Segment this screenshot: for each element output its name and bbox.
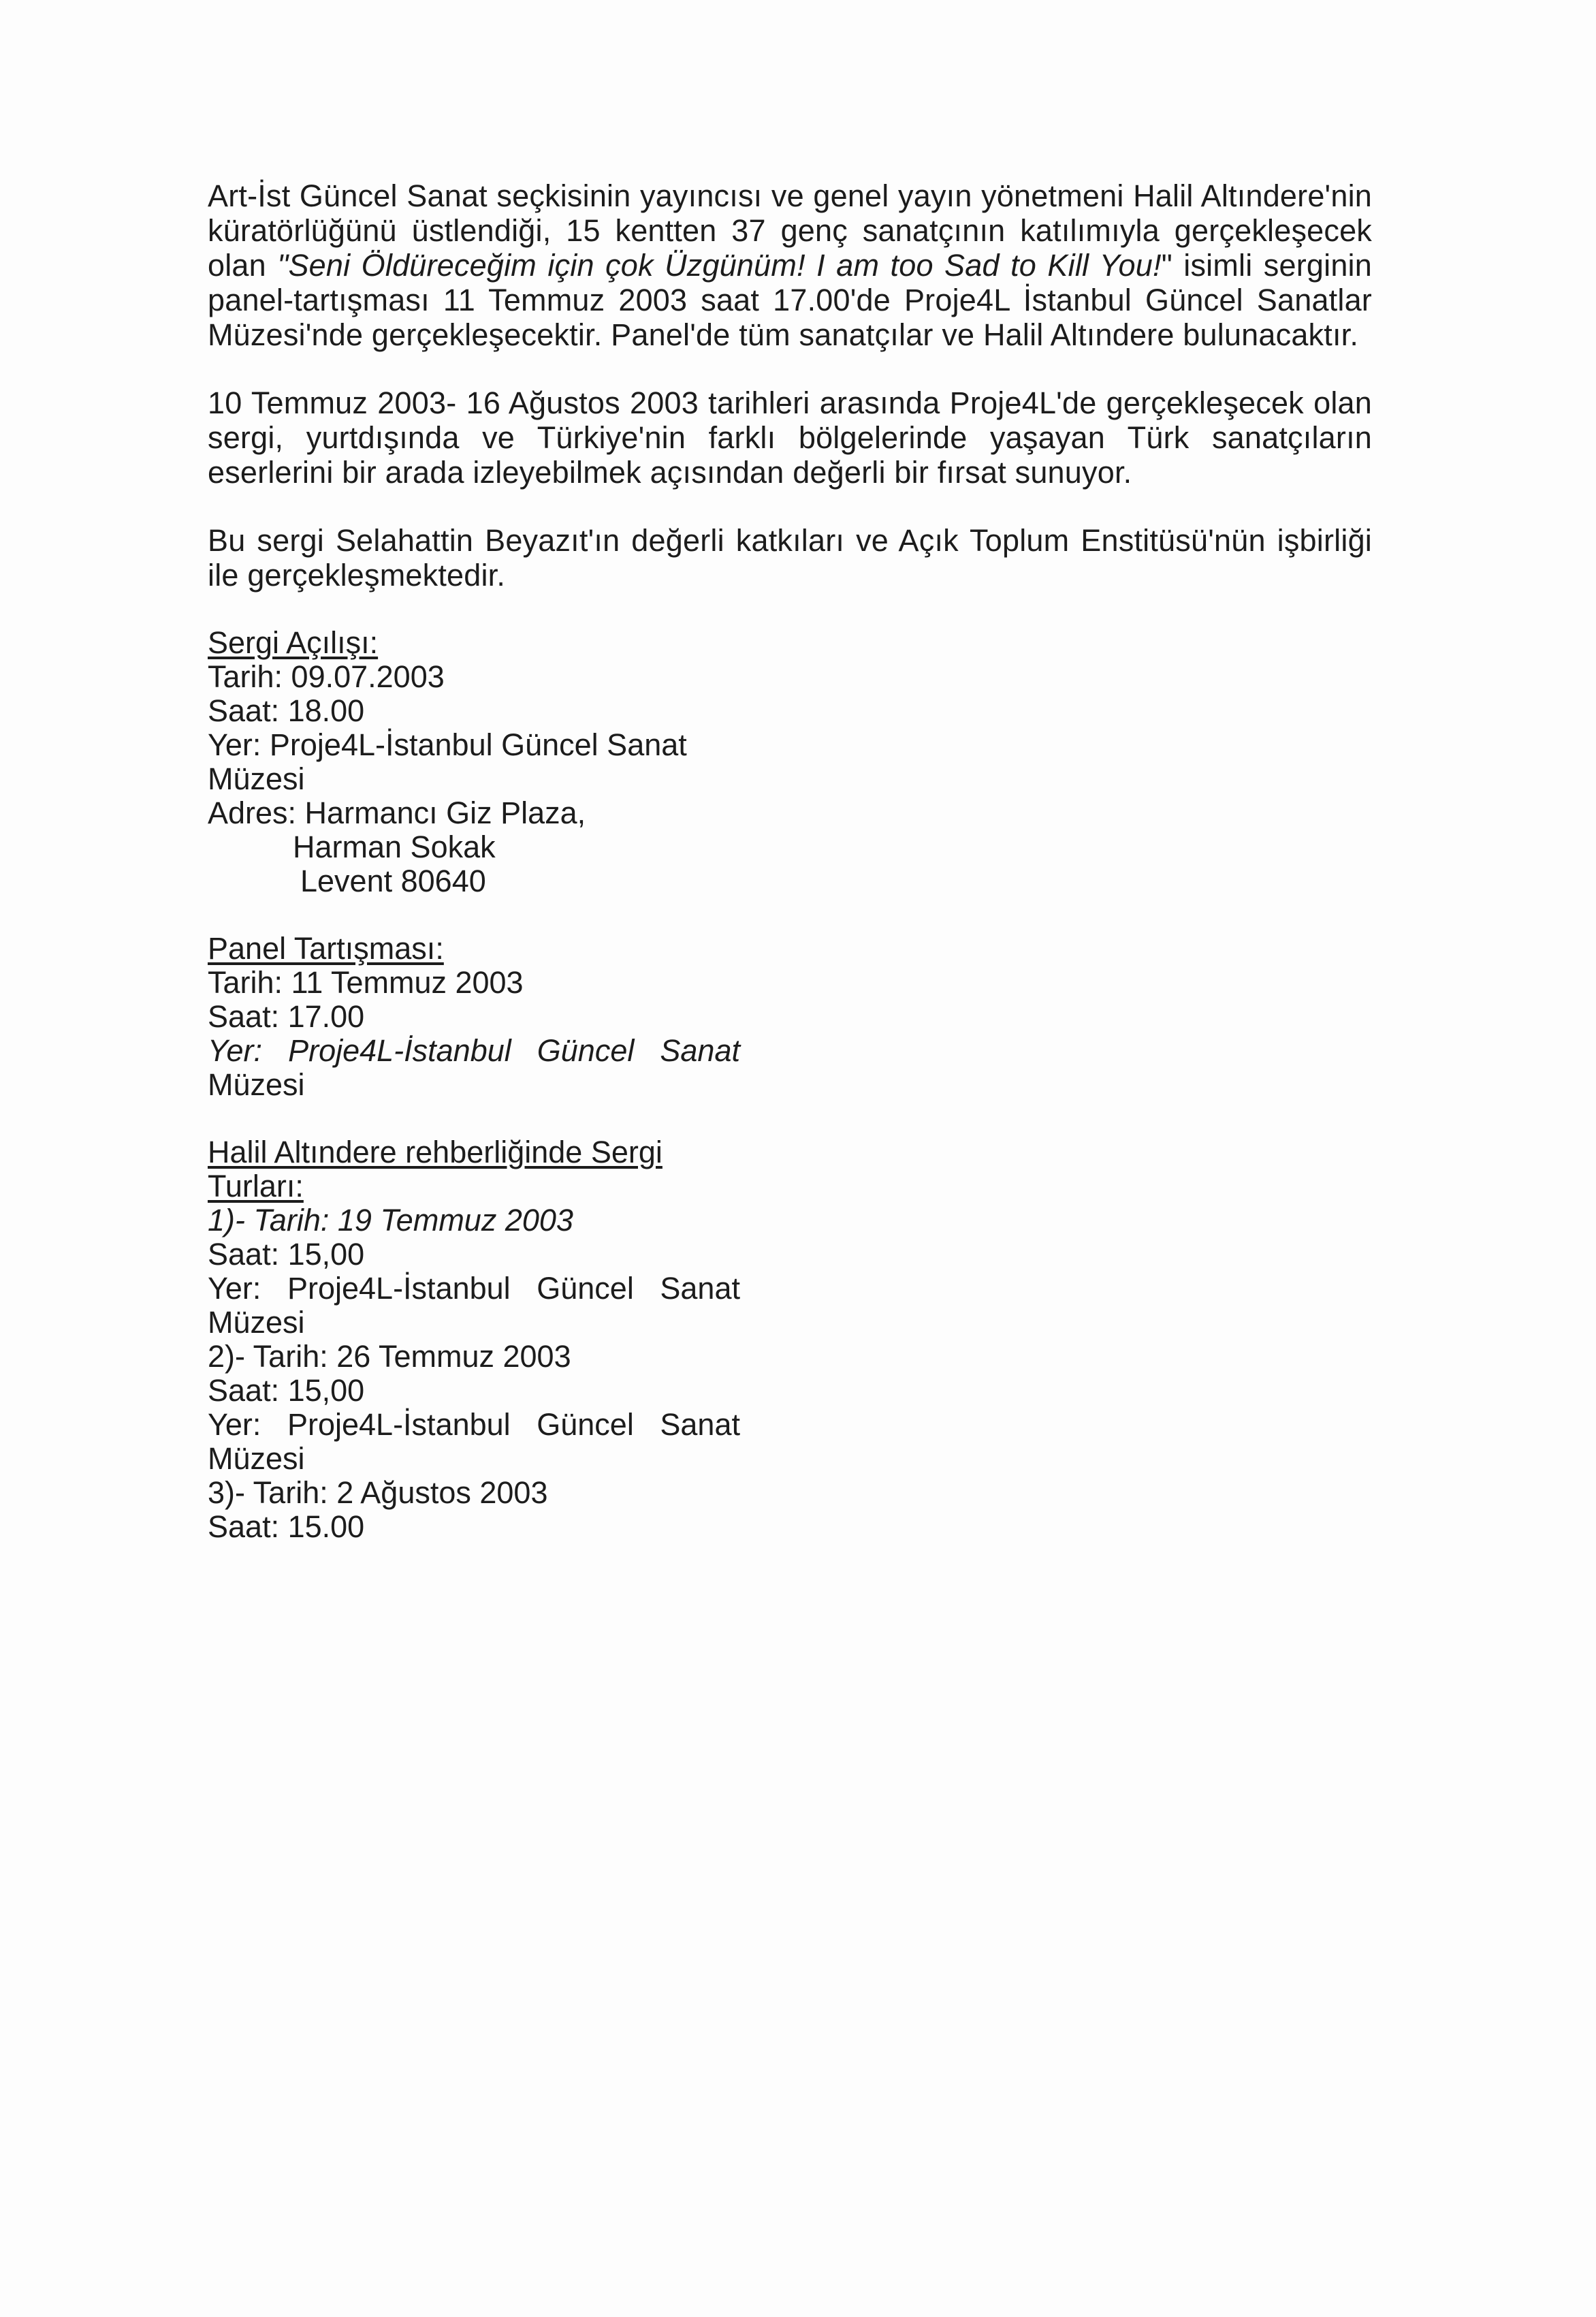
intro-text-part-1: Art-İst Güncel Sanat seçkisinin yayıncısı ve genel yayın yönetmeni Halil Altındere'nin küratörlüğünü üstlendiği, 15 kentten 37 genç sanatçının katılımıyla gerçekleşecek olan <box>208 178 1372 283</box>
tours-heading-cont: Turları: <box>208 1169 304 1203</box>
opening-heading: Sergi Açılışı: <box>208 625 379 660</box>
opening-date: Tarih: 09.07.2003 <box>208 659 445 694</box>
opening-address: Adres: Harmancı Giz Plaza, <box>208 795 586 830</box>
tour-1-place-word-1: Proje4L-İstanbul <box>287 1271 511 1306</box>
tour-1-time: Saat: 15,00 <box>208 1237 365 1272</box>
opening-address-street: Harman Sokak <box>293 830 496 864</box>
intro-text-part-2: " isimli serginin panel-tartışması 11 Temmuz 2003 saat 17.00'de Proje4L İstanbul Güncel Sanatlar Müzesi'nde gerçekleşecektir. Panel'de tüm sanatçılar ve Halil Altındere bulunacaktır. <box>208 248 1372 352</box>
tour-1-place <box>208 1272 740 1306</box>
tour-1-place-word-3: Sanat <box>660 1271 740 1306</box>
opening-time: Saat: 18.00 <box>208 693 365 728</box>
tours-section <box>208 1135 752 1544</box>
sponsors-paragraph: Bu sergi Selahattin Beyazıt'ın değerli katkıları ve Açık Toplum Enstitüsü'nün işbirliği ile gerçekleşmektedir. <box>208 523 1372 593</box>
panel-place-label: Yer: <box>208 1033 263 1068</box>
tour-3-date: 3)- Tarih: 2 Ağustos 2003 <box>208 1475 548 1510</box>
tour-2-place-cont: Müzesi <box>208 1441 305 1476</box>
intro-paragraph <box>208 178 1372 352</box>
panel-place-cont: Müzesi <box>208 1067 305 1102</box>
exhibition-title: "Seni Öldüreceğim için çok Üzgünüm! I am too Sad to Kill You! <box>277 248 1162 283</box>
tour-2-time: Saat: 15,00 <box>208 1373 365 1408</box>
tour-2-place-word-3: Sanat <box>660 1407 740 1442</box>
dates-paragraph: 10 Temmuz 2003- 16 Ağustos 2003 tarihleri arasında Proje4L'de gerçekleşecek olan sergi, yurtdışında ve Türkiye'nin farklı bölgelerinde yaşayan Türk sanatçıların eserlerini bir arada izleyebilmek açısından değerli bir fırsat sunuyor. <box>208 385 1372 490</box>
panel-date: Tarih: 11 Temmuz 2003 <box>208 965 524 1000</box>
tour-2-place <box>208 1408 740 1442</box>
opening-place-cont: Müzesi <box>208 761 305 796</box>
tour-1-date: 1)- Tarih: 19 Temmuz 2003 <box>208 1203 573 1238</box>
opening-section <box>208 626 752 898</box>
panel-place-word-2: Güncel <box>537 1033 635 1068</box>
tour-1-place-word-2: Güncel <box>537 1271 634 1306</box>
tour-3-time: Saat: 15.00 <box>208 1509 365 1544</box>
tours-heading: Halil Altındere rehberliğinde Sergi <box>208 1135 663 1169</box>
panel-time: Saat: 17.00 <box>208 999 365 1034</box>
opening-place: Yer: Proje4L-İstanbul Güncel Sanat <box>208 727 687 762</box>
tour-2-place-word-2: Güncel <box>537 1407 634 1442</box>
panel-place <box>208 1034 740 1068</box>
panel-place-word-3: Sanat <box>660 1033 740 1068</box>
tour-1-place-cont: Müzesi <box>208 1305 305 1340</box>
panel-place-word-1: Proje4L-İstanbul <box>288 1033 511 1068</box>
opening-address-district: Levent 80640 <box>300 864 486 898</box>
tour-2-place-label: Yer: <box>208 1407 261 1442</box>
tour-2-date: 2)- Tarih: 26 Temmuz 2003 <box>208 1339 571 1374</box>
document-body <box>208 178 1372 1544</box>
tour-2-place-word-1: Proje4L-İstanbul <box>287 1407 511 1442</box>
panel-section <box>208 932 752 1102</box>
panel-heading: Panel Tartışması: <box>208 931 444 966</box>
tour-1-place-label: Yer: <box>208 1271 261 1306</box>
